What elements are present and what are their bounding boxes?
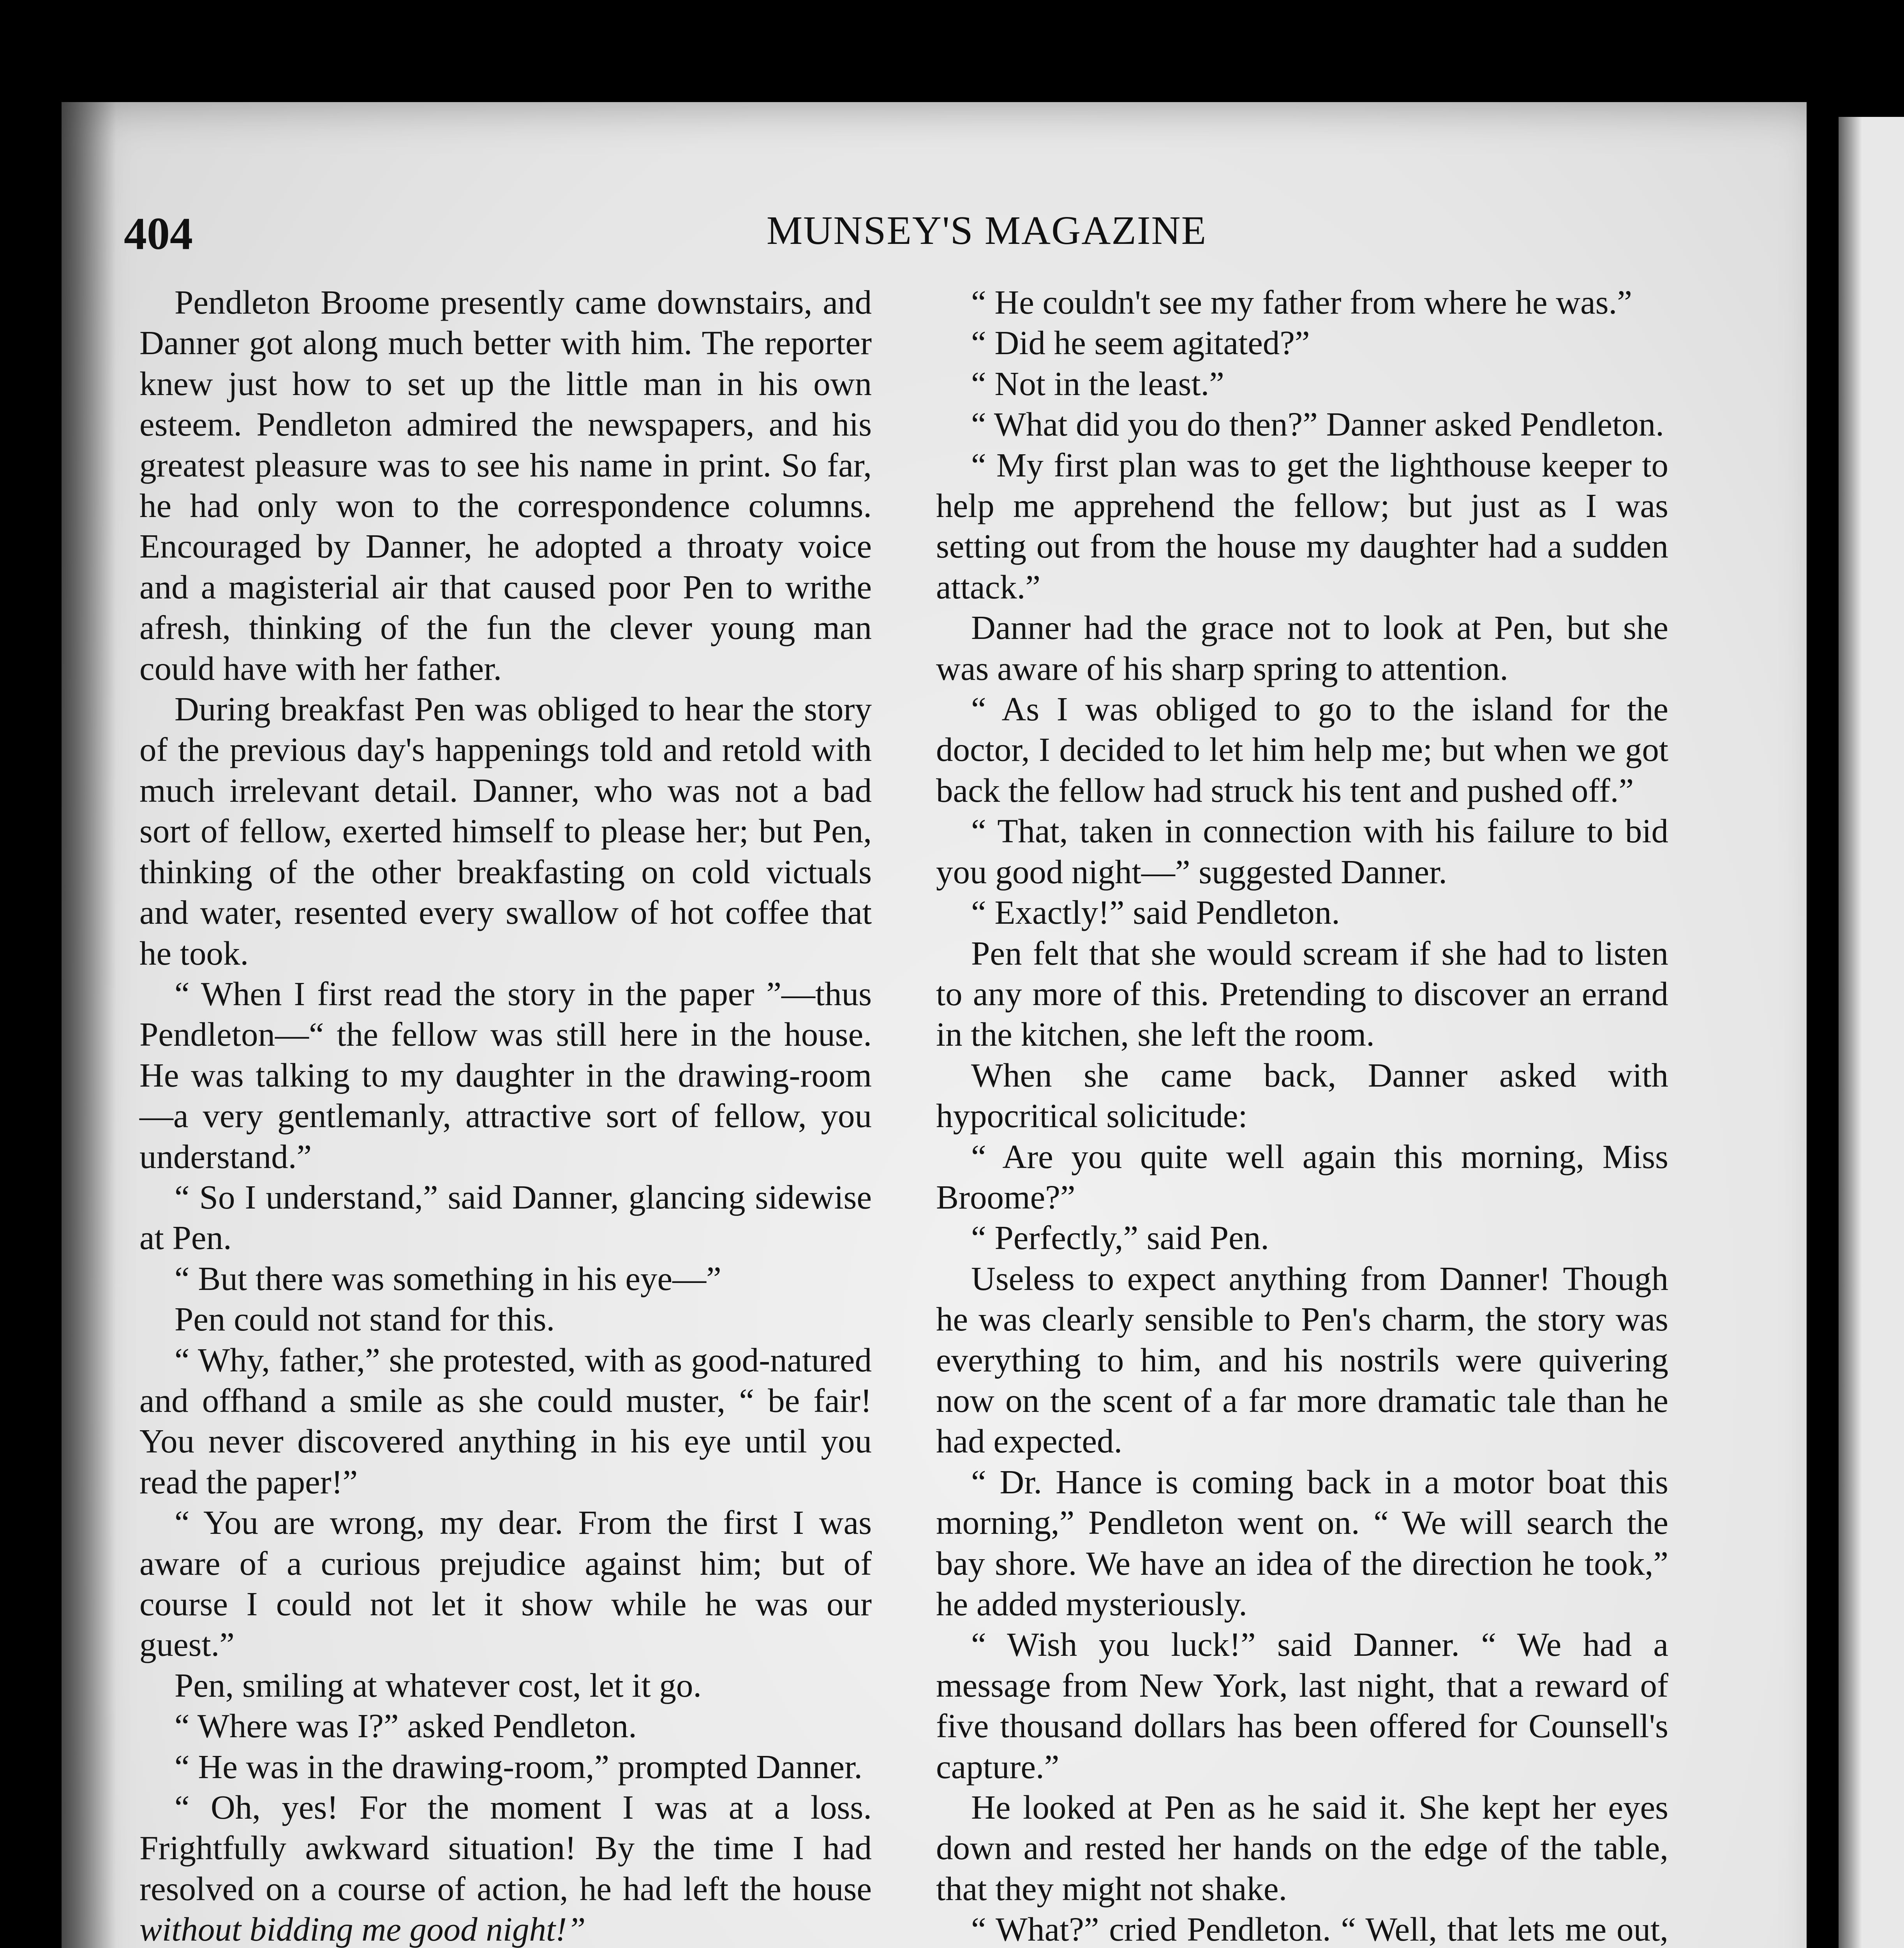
paragraph: “ When I first read the story in the paper ”—thus Pendleton—“ the fellow was still here in the house. He was talking to my daughter in the drawing-room—a very gentlemanly, attractive sort of fellow, you understand.”	[139, 974, 872, 1175]
paragraph-text: “ Oh, yes! For the moment I was at a loss. Frightfully awkward situation! By the time I had resolved on a course of action, he had left the house	[139, 1788, 872, 1907]
paragraph: “ You are wrong, my dear. From the first I was aware of a curious prejudice against him; but of course I could not let it show while he was our guest.”	[139, 1503, 872, 1664]
paragraph	[139, 1787, 872, 1948]
paragraph: “ Perfectly,” said Pen.	[971, 1219, 1269, 1257]
paragraph: “ So I understand,” said Danner, glancing sidewise at Pen.	[139, 1178, 872, 1257]
facing-page-edge	[1839, 117, 1904, 1948]
paragraph: “ He was in the drawing-room,” prompted Danner.	[175, 1747, 863, 1786]
left-column	[139, 282, 872, 1948]
paragraph: “ Where was I?” asked Pendleton.	[175, 1707, 637, 1745]
paragraph: “ What did you do then?” Danner asked Pendleton.	[971, 405, 1664, 443]
right-column	[936, 282, 1668, 1948]
paragraph: Pen could not stand for this.	[175, 1300, 555, 1338]
paragraph: “ But there was something in his eye—”	[175, 1259, 721, 1297]
running-head: MUNSEY'S MAGAZINE	[766, 208, 1207, 253]
paragraph: Pendleton Broome presently came downstairs, and Danner got along much better with him. The reporter knew just how to set up the little man in his own esteem. Pendleton admired the newspapers, and his greatest pleasure was to see his name in print. So far, he had only won to the correspondence columns. Encouraged by Danner, he adopted a throaty voice and a magisterial air that caused poor Pen to writhe afresh, thinking of the fun the clever young man could have with her father.	[139, 283, 872, 687]
facing-page-shadow	[1839, 117, 1862, 1948]
paragraph: “ Are you quite well again this morning, Miss Broome?”	[936, 1137, 1668, 1216]
gutter-shadow	[62, 102, 116, 1948]
paragraph: When she came back, Danner asked with hypocritical solicitude:	[936, 1056, 1668, 1135]
paragraph: “ Dr. Hance is coming back in a motor boat this morning,” Pendleton went on. “ We will search the bay shore. We have an idea of the direction he took,” he added mysteriously.	[936, 1463, 1668, 1623]
paragraph: “ What?” cried Pendleton. “ Well, that lets me out,	[971, 1910, 1668, 1948]
paragraph: Useless to expect anything from Danner! Though he was clearly sensible to Pen's charm, the story was everything to him, and his nostrils were quivering now on the scent of a far more dramatic tale than he had expected.	[936, 1259, 1668, 1460]
italic-phrase: without bidding me good night!”	[139, 1910, 586, 1948]
paragraph: He looked at Pen as he said it. She kept her eyes down and rested her hands on the edge of the table, that they might not shake.	[936, 1788, 1668, 1907]
paragraph: “ He couldn't see my father from where he was.”	[971, 283, 1632, 321]
paragraph: Danner had the grace not to look at Pen, but she was aware of his sharp spring to attention.	[936, 609, 1668, 687]
paragraph: “ That, taken in connection with his failure to bid you good night—” suggested Danner.	[936, 812, 1668, 891]
paragraph: During breakfast Pen was obliged to hear the story of the previous day's happenings told and retold with much irrelevant detail. Danner, who was not a bad sort of fellow, exerted himself to please her; but Pen, thinking of the other breakfasting on cold victuals and water, resented every swallow of hot coffee that he took.	[139, 690, 872, 972]
paragraph: “ Exactly!” said Pendleton.	[971, 893, 1340, 932]
page-number: 404	[124, 208, 193, 259]
paragraph: “ Wish you luck!” said Danner. “ We had a message from New York, last night, that a reward of five thousand dollars has been offered for Counsell's capture.”	[936, 1625, 1668, 1786]
paragraph: Pen felt that she would scream if she had to listen to any more of this. Pretending to discover an errand in the kitchen, she left the room.	[936, 934, 1668, 1053]
magazine-page	[62, 102, 1807, 1948]
paragraph: “ Did he seem agitated?”	[971, 324, 1310, 362]
paragraph: Pen, smiling at whatever cost, let it go.	[175, 1666, 702, 1704]
paragraph: “ Not in the least.”	[971, 364, 1224, 402]
paragraph: “ Why, father,” she protested, with as good-natured and offhand a smile as she could muster, “ be fair! You never discovered anything in his eye until you read the paper!”	[139, 1341, 872, 1501]
paragraph: “ My first plan was to get the lighthouse keeper to help me apprehend the fellow; but just as I was setting out from the house my daughter had a sudden attack.”	[936, 446, 1668, 606]
paragraph: “ As I was obliged to go to the island for the doctor, I decided to let him help me; but when we got back the fellow had struck his tent and pushed off.”	[936, 690, 1668, 809]
